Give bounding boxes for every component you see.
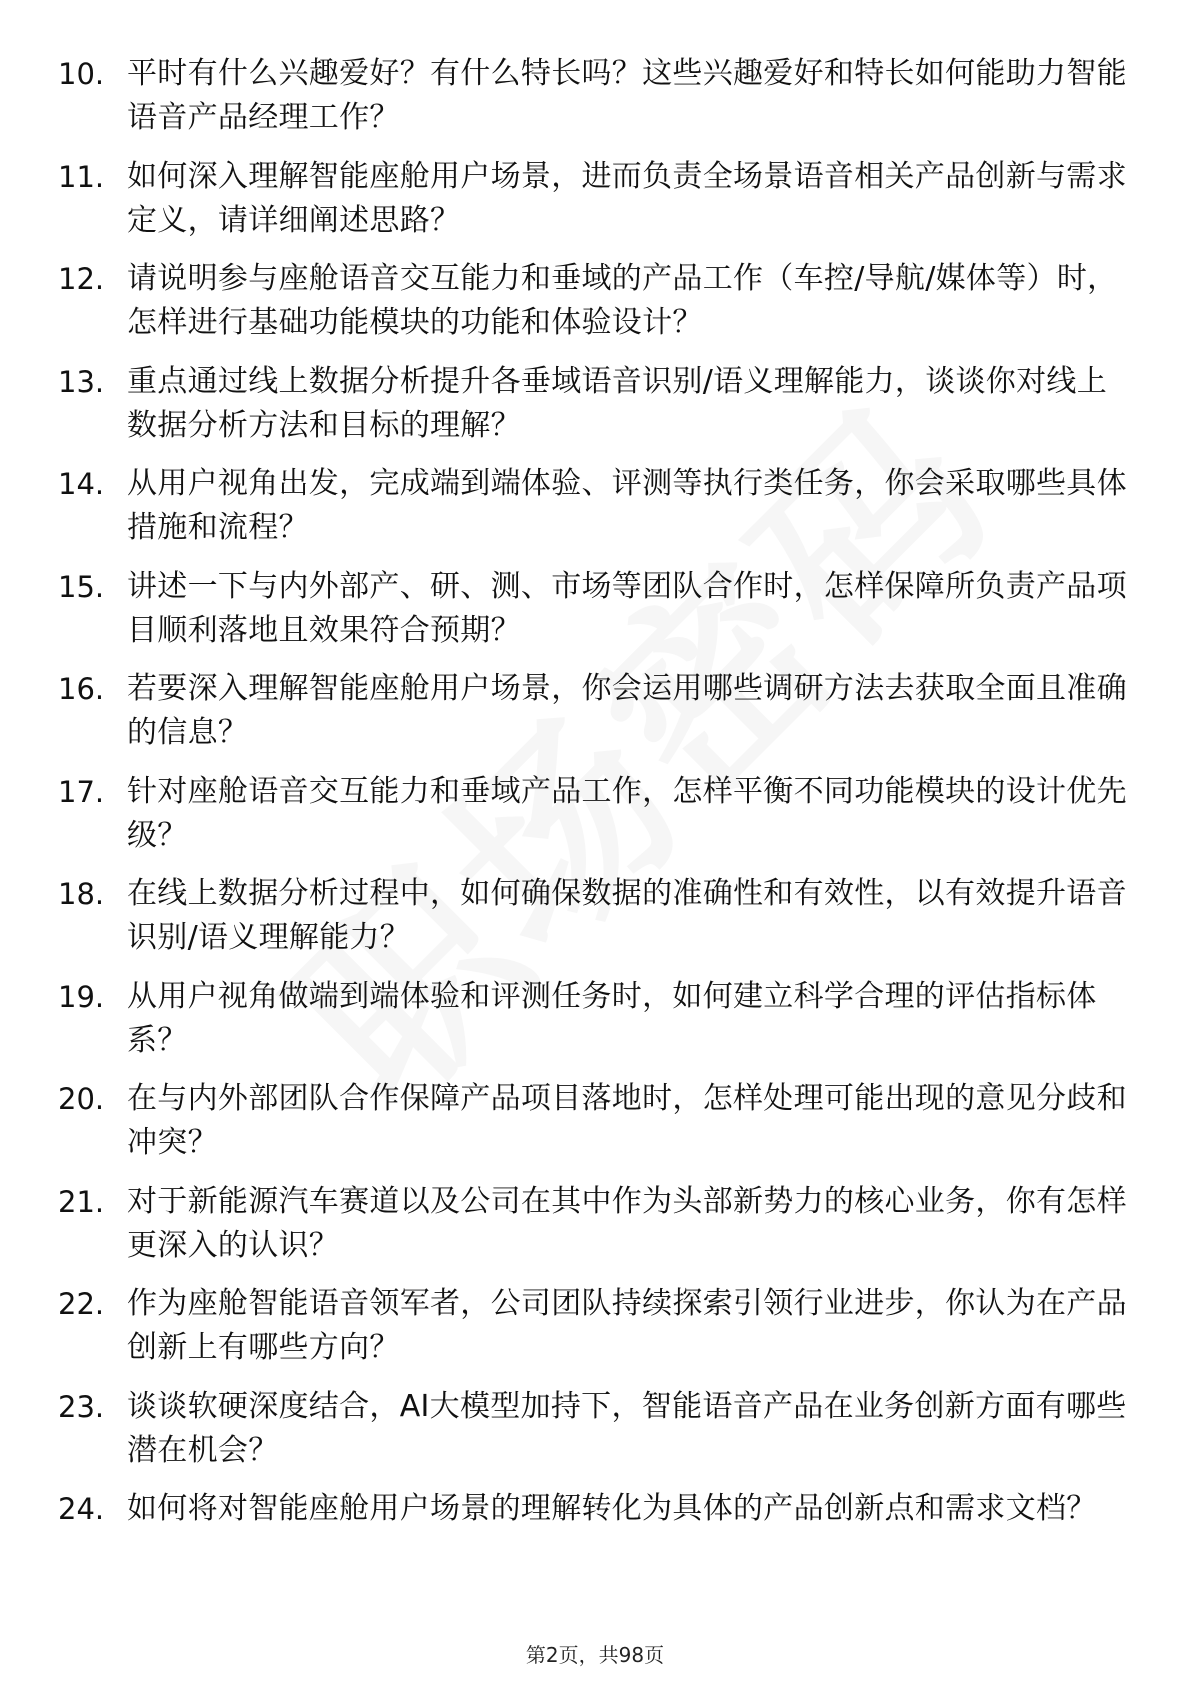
question-text: 针对座舱语音交互能力和垂域产品工作，怎样平衡不同功能模块的设计优先级？ bbox=[127, 773, 1127, 853]
question-item bbox=[0, 1168, 1190, 1271]
question-number: 15. bbox=[58, 569, 105, 604]
question-item bbox=[0, 1270, 1190, 1373]
question-item bbox=[0, 40, 1190, 143]
question-number: 22. bbox=[58, 1287, 105, 1321]
question-text: 若要深入理解智能座舱用户场景，你会运用哪些调研方法去获取全面且准确的信息？ bbox=[127, 671, 1127, 750]
question-item bbox=[0, 963, 1190, 1066]
question-text: 在线上数据分析过程中，如何确保数据的准确性和有效性，以有效提升语音识别/语义理解能力？ bbox=[127, 876, 1127, 955]
question-text: 重点通过线上数据分析提升各垂域语音识别/语义理解能力，谈谈你对线上数据分析方法和目标的理解？ bbox=[127, 363, 1108, 443]
question-item bbox=[0, 245, 1190, 348]
question-text: 作为座舱智能语音领军者，公司团队持续探索引领行业进步，你认为在产品创新上有哪些方向？ bbox=[127, 1286, 1127, 1365]
question-number: 16. bbox=[58, 672, 105, 706]
question-number: 23. bbox=[58, 1389, 105, 1424]
question-text: 从用户视角做端到端体验和评测任务时，如何建立科学合理的评估指标体系？ bbox=[127, 978, 1097, 1058]
question-item bbox=[0, 860, 1190, 963]
question-number: 14. bbox=[58, 467, 105, 501]
question-item bbox=[0, 1065, 1190, 1168]
question-number: 10. bbox=[58, 57, 105, 91]
question-text: 如何将对智能座舱用户场景的理解转化为具体的产品创新点和需求文档？ bbox=[127, 1491, 1097, 1526]
question-item bbox=[0, 1373, 1190, 1476]
question-text: 谈谈软硬深度结合，AI大模型加持下，智能语音产品在业务创新方面有哪些潜在机会？ bbox=[127, 1388, 1127, 1468]
question-list bbox=[0, 40, 1190, 1578]
question-item bbox=[0, 348, 1190, 451]
question-item bbox=[0, 655, 1190, 758]
question-number: 12. bbox=[58, 262, 105, 296]
question-item bbox=[0, 553, 1190, 656]
question-number: 24. bbox=[58, 1492, 105, 1526]
question-item bbox=[0, 143, 1190, 246]
question-text: 从用户视角出发，完成端到端体验、评测等执行类任务，你会采取哪些具体措施和流程？ bbox=[127, 466, 1127, 545]
page-indicator: 第2页，共98页 bbox=[525, 1643, 665, 1667]
question-number: 13. bbox=[58, 364, 105, 399]
question-number: 17. bbox=[58, 774, 105, 809]
question-item bbox=[0, 450, 1190, 553]
question-number: 20. bbox=[58, 1082, 105, 1116]
question-number: 19. bbox=[58, 979, 105, 1014]
question-text: 如何深入理解智能座舱用户场景，进而负责全场景语音相关产品创新与需求定义，请详细阐述思路？ bbox=[127, 158, 1127, 238]
question-text: 讲述一下与内外部产、研、测、市场等团队合作时，怎样保障所负责产品项目顺利落地且效果符合预期？ bbox=[127, 568, 1127, 648]
question-text: 请说明参与座舱语音交互能力和垂域的产品工作（车控/导航/媒体等）时，怎样进行基础功能模块的功能和体验设计？ bbox=[127, 261, 1118, 340]
question-text: 对于新能源汽车赛道以及公司在其中作为头部新势力的核心业务，你有怎样更深入的认识？ bbox=[127, 1183, 1127, 1263]
question-number: 11. bbox=[58, 159, 105, 194]
question-item bbox=[0, 758, 1190, 861]
question-text: 在与内外部团队合作保障产品项目落地时，怎样处理可能出现的意见分歧和冲突？ bbox=[127, 1081, 1127, 1160]
question-item bbox=[0, 1475, 1190, 1578]
question-number: 18. bbox=[58, 877, 105, 911]
question-number: 21. bbox=[58, 1184, 105, 1219]
question-text: 平时有什么兴趣爱好？有什么特长吗？这些兴趣爱好和特长如何能助力智能语音产品经理工作？ bbox=[127, 56, 1127, 135]
